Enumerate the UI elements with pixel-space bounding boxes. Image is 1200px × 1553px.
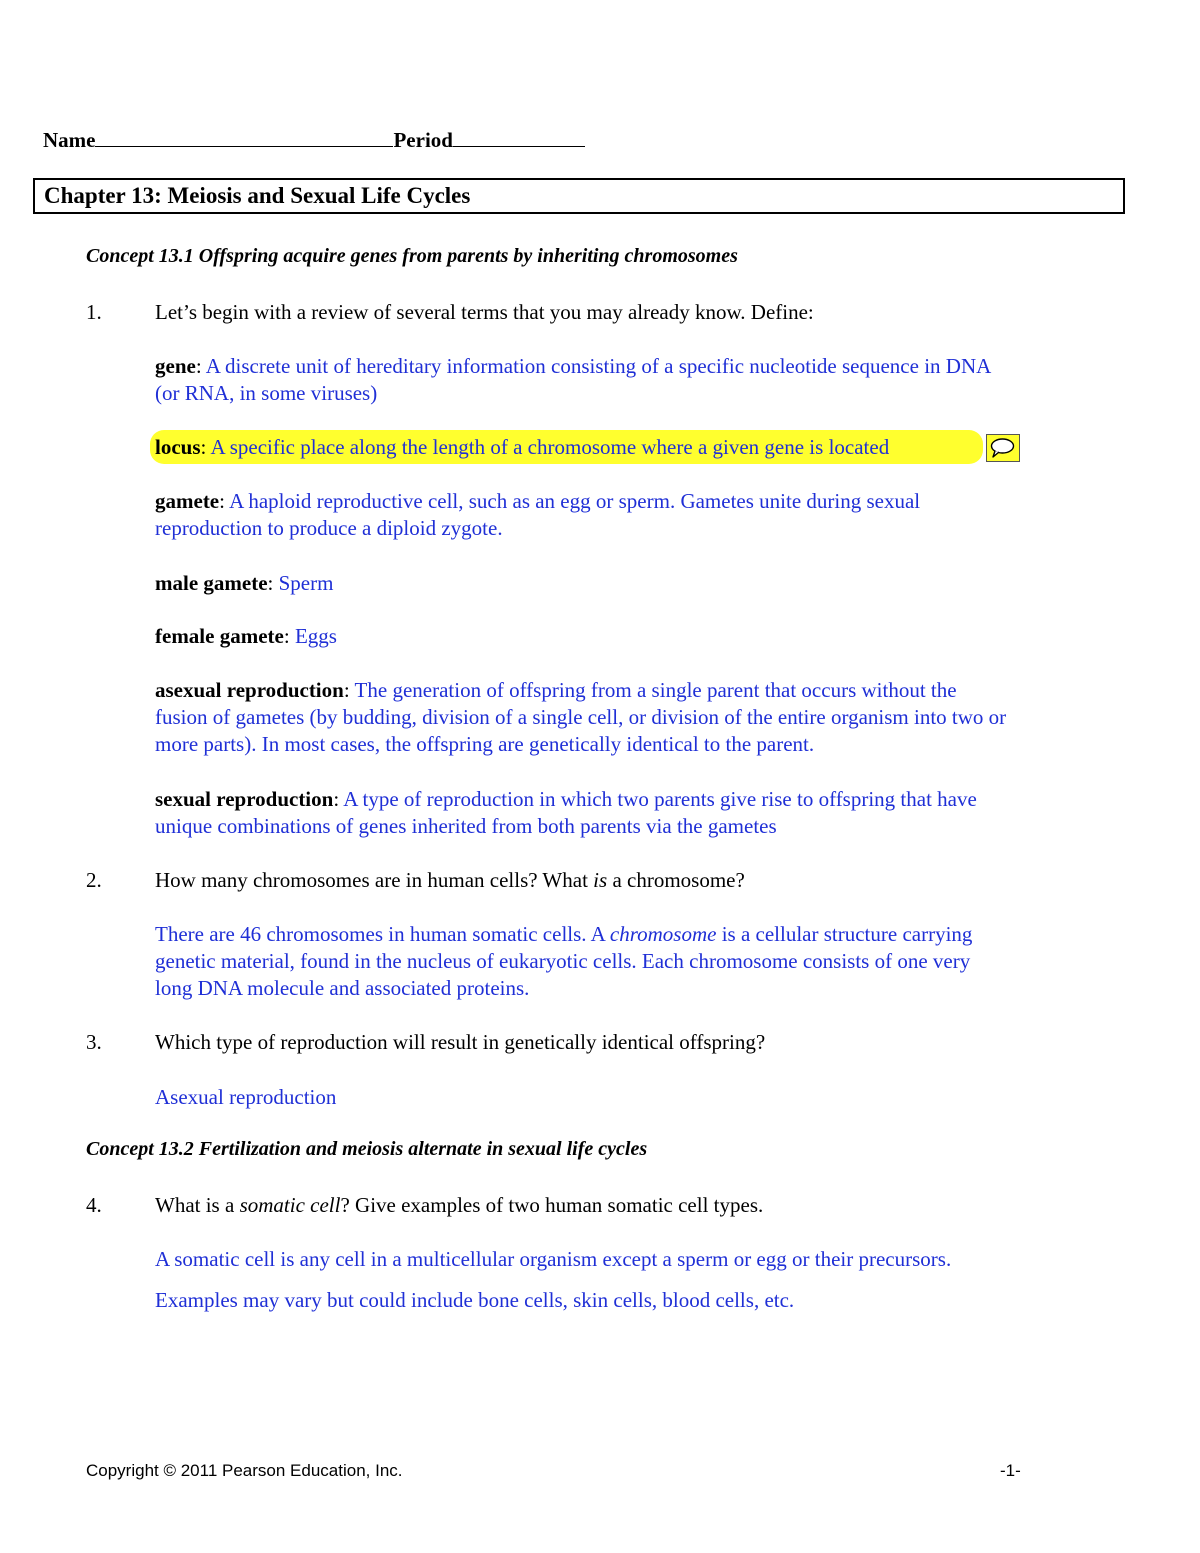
answer-line [155, 921, 972, 948]
name-label: Name [43, 128, 96, 152]
question-text: Which type of reproduction will result in genetically identical offspring? [155, 1030, 766, 1054]
question-text-emphasis: is [593, 868, 608, 892]
answer-text-part: There are 46 chromosomes in human somatic cells. A [155, 922, 610, 946]
period-blank[interactable] [453, 128, 585, 147]
definition-answer: reproduction to produce a diploid zygote. [155, 516, 503, 540]
concept-heading-13-2: Concept 13.2 Fertilization and meiosis alternate in sexual life cycles [86, 1138, 648, 1160]
question-number: 4. [86, 1193, 102, 1217]
term-label: sexual reproduction [155, 787, 334, 811]
term-label: male gamete [155, 571, 268, 595]
definition-answer: Eggs [294, 624, 337, 648]
answer-text-emphasis: chromosome [609, 922, 717, 946]
answer-line: Asexual reproduction [155, 1085, 337, 1109]
definition-male-gamete: male gamete: Sperm [155, 571, 334, 595]
definition-gamete: gamete: A haploid reproductive cell, such as an egg or sperm. Gametes unite during sexual [155, 489, 921, 513]
definition-answer: The generation of offspring from a single parent that occurs without the [354, 678, 957, 702]
term-label: female gamete [155, 624, 284, 648]
answer-line: A somatic cell is any cell in a multicellular organism except a sperm or egg or their precursors. [155, 1247, 952, 1271]
comment-icon[interactable] [986, 434, 1020, 462]
definition-answer: more parts). In most cases, the offspring are genetically identical to the parent. [155, 732, 815, 756]
question-number: 3. [86, 1030, 102, 1054]
answer-text-part: is a cellular structure carrying [716, 922, 973, 946]
question-text [155, 1193, 763, 1218]
concept-heading-13-1: Concept 13.1 Offspring acquire genes from parents by inheriting chromosomes [86, 245, 738, 267]
term-label: gamete [155, 489, 220, 513]
answer-line: genetic material, found in the nucleus of eukaryotic cells. Each chromosome consists of one very [155, 949, 971, 973]
period-label: Period [393, 128, 453, 152]
answer-line: long DNA molecule and associated proteins. [155, 976, 530, 1000]
question-text-part: ? Give examples of two human somatic cell types. [340, 1193, 764, 1217]
definition-answer: A type of reproduction in which two parents give rise to offspring that have [343, 787, 977, 811]
definition-female-gamete: female gamete: Eggs [155, 624, 337, 648]
question-text [155, 868, 745, 893]
question-text-part: a chromosome? [607, 868, 745, 892]
chapter-title: Chapter 13: Meiosis and Sexual Life Cycles [44, 183, 471, 208]
question-text-part: What is a [155, 1193, 240, 1217]
definition-answer: (or RNA, in some viruses) [155, 381, 378, 405]
definition-answer: Sperm [278, 571, 334, 595]
definition-answer: fusion of gametes (by budding, division of a single cell, or division of the entire organism into two or [155, 705, 1007, 729]
definition-gene: gene: A discrete unit of hereditary information consisting of a specific nucleotide sequence in DNA [155, 354, 992, 378]
question-text-emphasis: somatic cell [239, 1193, 341, 1217]
footer-page-number: -1- [1000, 1461, 1021, 1480]
term-label: gene [155, 354, 196, 378]
answer-line: Examples may vary but could include bone cells, skin cells, blood cells, etc. [155, 1288, 795, 1312]
definition-answer: A specific place along the length of a chromosome where a given gene is located [210, 435, 890, 459]
definition-answer: A discrete unit of hereditary information consisting of a specific nucleotide sequence in DNA [205, 354, 992, 378]
definition-sexual-reproduction: sexual reproduction: A type of reproduction in which two parents give rise to offspring that have [155, 787, 977, 811]
term-label: locus [155, 435, 201, 459]
name-blank[interactable] [95, 128, 393, 147]
definition-asexual-reproduction: asexual reproduction: The generation of offspring from a single parent that occurs without the [155, 678, 957, 702]
question-text: Let’s begin with a review of several terms that you may already know. Define: [155, 300, 814, 324]
definition-answer: unique combinations of genes inherited from both parents via the gametes [155, 814, 777, 838]
question-number: 1. [86, 300, 102, 324]
question-text-part: How many chromosomes are in human cells? What [155, 868, 594, 892]
definition-answer: A haploid reproductive cell, such as an egg or sperm. Gametes unite during sexual [229, 489, 921, 513]
term-label: asexual reproduction [155, 678, 344, 702]
definition-locus: locus: A specific place along the length of a chromosome where a given gene is located [155, 435, 890, 459]
question-number: 2. [86, 868, 102, 892]
name-period-row [43, 128, 585, 153]
footer-copyright: Copyright © 2011 Pearson Education, Inc. [86, 1461, 403, 1480]
chapter-title-box [33, 178, 1125, 214]
